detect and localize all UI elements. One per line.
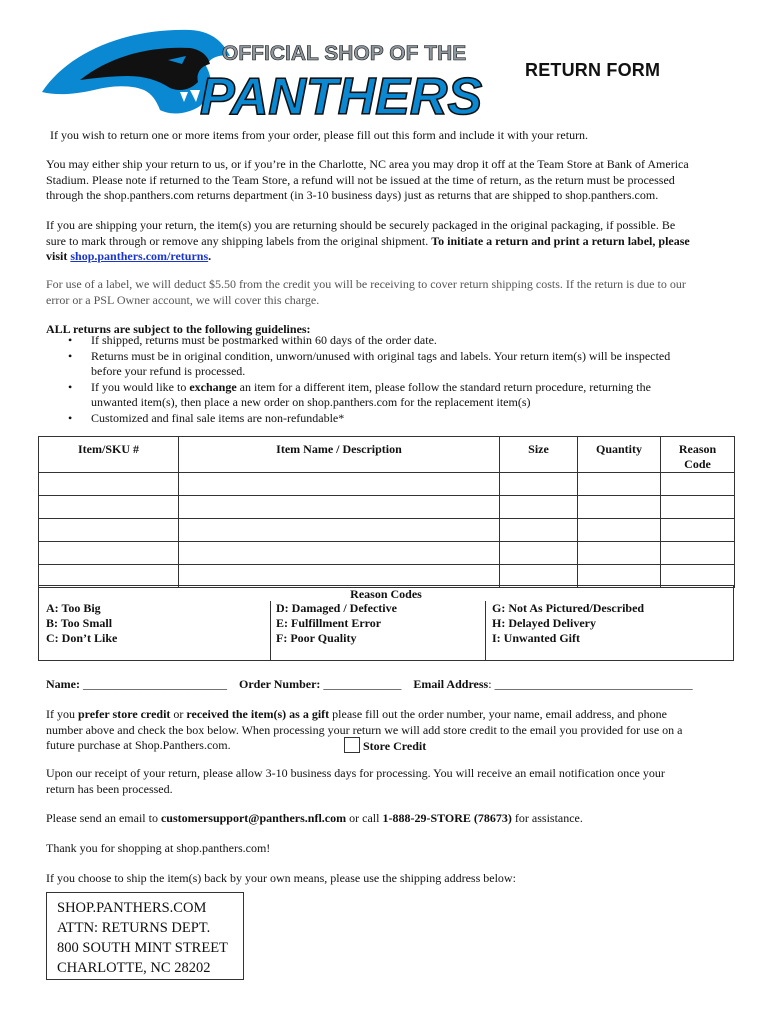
guideline-item: • Returns must be in original condition, unworn/unused with original tags and labels. Your return item(s) will be inspected before your refund is processed. [46, 349, 726, 380]
guidelines-heading: ALL returns are subject to the following guidelines: [46, 322, 311, 336]
divider [270, 601, 271, 660]
qty-cell[interactable] [578, 542, 661, 565]
guideline-item: • If shipped, returns must be postmarked within 60 days of the order date. [46, 333, 726, 349]
intro-paragraph-2: You may either ship your return to us, or if you’re in the Charlotte, NC area you may drop it off at the Team Store at Bank of America Stadium. Please note if returned to the Team Store, a refund will not be issued at the time of return, as the return must be processed through the shop.panthers.com returns department (in 3-10 business days) just as returns that are shipped to shop.panthers.com. [46, 157, 689, 202]
sku-cell[interactable] [39, 496, 179, 519]
reason-codes-title: Reason Codes [350, 587, 422, 601]
col-name-header: Item Name / Description [179, 437, 500, 473]
intro-paragraph-1: If you wish to return one or more items from your order, please fill out this form and include it with your return. [50, 128, 589, 142]
customer-fields-line: Name: ________________________ Order Number: _____________ Email Address: _________________________________ [46, 677, 693, 691]
return-items-table [38, 436, 735, 588]
size-cell[interactable] [500, 519, 578, 542]
thanks-text: Thank you for shopping at shop.panthers.com! [46, 841, 271, 855]
guidelines-list [46, 333, 726, 426]
guideline-item: • Customized and final sale items are non-refundable* [46, 411, 726, 427]
address-line: ATTN: RETURNS DEPT. [57, 920, 211, 936]
qty-cell[interactable] [578, 473, 661, 496]
reason-cell[interactable] [661, 496, 735, 519]
address-line: SHOP.PANTHERS.COM [57, 900, 207, 916]
reason-cell[interactable] [661, 519, 735, 542]
qty-cell[interactable] [578, 496, 661, 519]
returns-link[interactable]: shop.panthers.com/returns [70, 249, 209, 263]
table-row [39, 542, 735, 565]
order-number-field[interactable]: _____________ [323, 677, 402, 691]
guideline-item: • If you would like to exchange an item for a different item, please follow the standard return procedure, returning the unwanted item(s), then place a new order on shop.panthers.com for the replacement item(s) [46, 380, 726, 411]
table-row [39, 519, 735, 542]
name-cell[interactable] [179, 473, 500, 496]
store-credit-checkbox[interactable] [344, 737, 360, 753]
name-cell[interactable] [179, 519, 500, 542]
table-row [39, 496, 735, 519]
sku-cell[interactable] [39, 542, 179, 565]
name-field[interactable]: ________________________ [82, 677, 227, 691]
form-title: RETURN FORM [525, 60, 661, 80]
store-credit-label: Store Credit [363, 739, 427, 753]
intro-paragraph-4: For use of a label, we will deduct $5.50 from the credit you will be receiving to cover return shipping costs. If the return is due to our error or a PSL Owner account, we will cover this charge. [46, 277, 686, 307]
reason-codes-box [38, 585, 734, 661]
reason-codes-col-2: D: Damaged / Defective E: Fulfillment Error F: Poor Quality [276, 601, 397, 645]
size-cell[interactable] [500, 496, 578, 519]
qty-cell[interactable] [578, 519, 661, 542]
contact-paragraph: Please send an email to customersupport@panthers.nfl.com or call 1-888-29-STORE (78673) for assistance. [46, 811, 583, 825]
size-cell[interactable] [500, 542, 578, 565]
reason-codes-col-1: A: Too Big B: Too Small C: Don’t Like [46, 601, 118, 645]
name-cell[interactable] [179, 542, 500, 565]
sku-cell[interactable] [39, 473, 179, 496]
intro-paragraph-3: If you are shipping your return, the item(s) you are returning should be securely packaged in the original packaging, if possible. Be sure to mark through or remove any shipping labels from the original shipment. To initiate a return and print a return label, please visit shop.panthers.com/returns. [46, 218, 690, 263]
sku-cell[interactable] [39, 519, 179, 542]
table-row [39, 473, 735, 496]
col-reason-header: Reason Code [661, 437, 735, 473]
panthers-logo [40, 20, 483, 126]
logo-line1: OFFICIAL SHOP OF THE [222, 42, 467, 65]
size-cell[interactable] [500, 473, 578, 496]
ship-note-text: If you choose to ship the item(s) back by your own means, please use the shipping address below: [46, 871, 516, 885]
store-credit-paragraph: If you prefer store credit or received the item(s) as a gift please fill out the order number, your name, email address, and phone number above and check the box below. When processing your return we will add store credit to the email you provided for use on a future purchase at Shop.Panthers.com. Store Credit [46, 707, 683, 753]
table-header-row [39, 437, 735, 473]
address-line: 800 SOUTH MINT STREET [57, 940, 228, 956]
col-qty-header: Quantity [578, 437, 661, 473]
reason-codes-col-3: G: Not As Pictured/Described H: Delayed Delivery I: Unwanted Gift [492, 601, 645, 645]
shipping-address-box [46, 892, 244, 980]
support-phone: 1-888-29-STORE (78673) [382, 811, 512, 825]
logo-line2: PANTHERS [200, 68, 483, 126]
address-line: CHARLOTTE, NC 28202 [57, 960, 211, 976]
col-size-header: Size [500, 437, 578, 473]
reason-cell[interactable] [661, 473, 735, 496]
name-cell[interactable] [179, 496, 500, 519]
processing-paragraph: Upon our receipt of your return, please allow 3-10 business days for processing. You will receive an email notification once your return has been processed. [46, 766, 665, 796]
divider [485, 601, 486, 660]
support-email-link[interactable]: customersupport@panthers.nfl.com [160, 811, 347, 825]
col-sku-header: Item/SKU # [39, 437, 179, 473]
reason-cell[interactable] [661, 542, 735, 565]
email-field[interactable]: _________________________________ [494, 677, 693, 691]
